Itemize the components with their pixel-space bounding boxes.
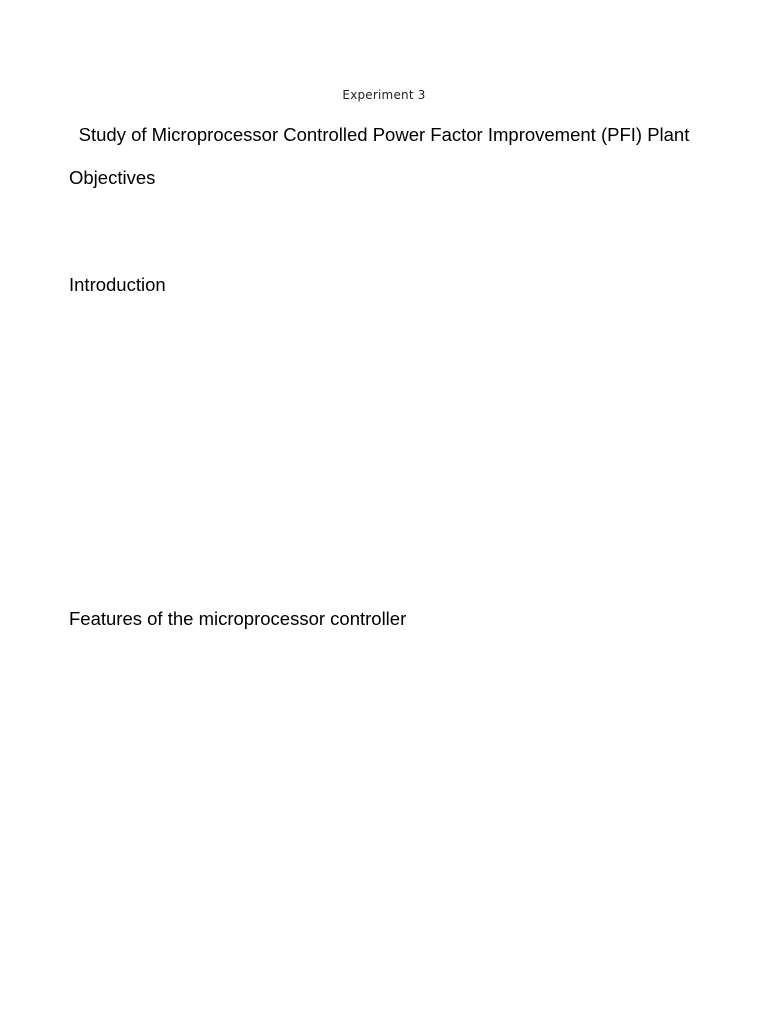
section-heading-objectives: Objectives xyxy=(69,167,156,188)
document-title: Study of Microprocessor Controlled Power Factor Improvement (PFI) Plant xyxy=(78,124,690,145)
section-heading-introduction: Introduction xyxy=(69,274,166,295)
experiment-label: Experiment 3 xyxy=(342,88,426,102)
section-heading-features: Features of the microprocessor controller xyxy=(69,608,407,629)
